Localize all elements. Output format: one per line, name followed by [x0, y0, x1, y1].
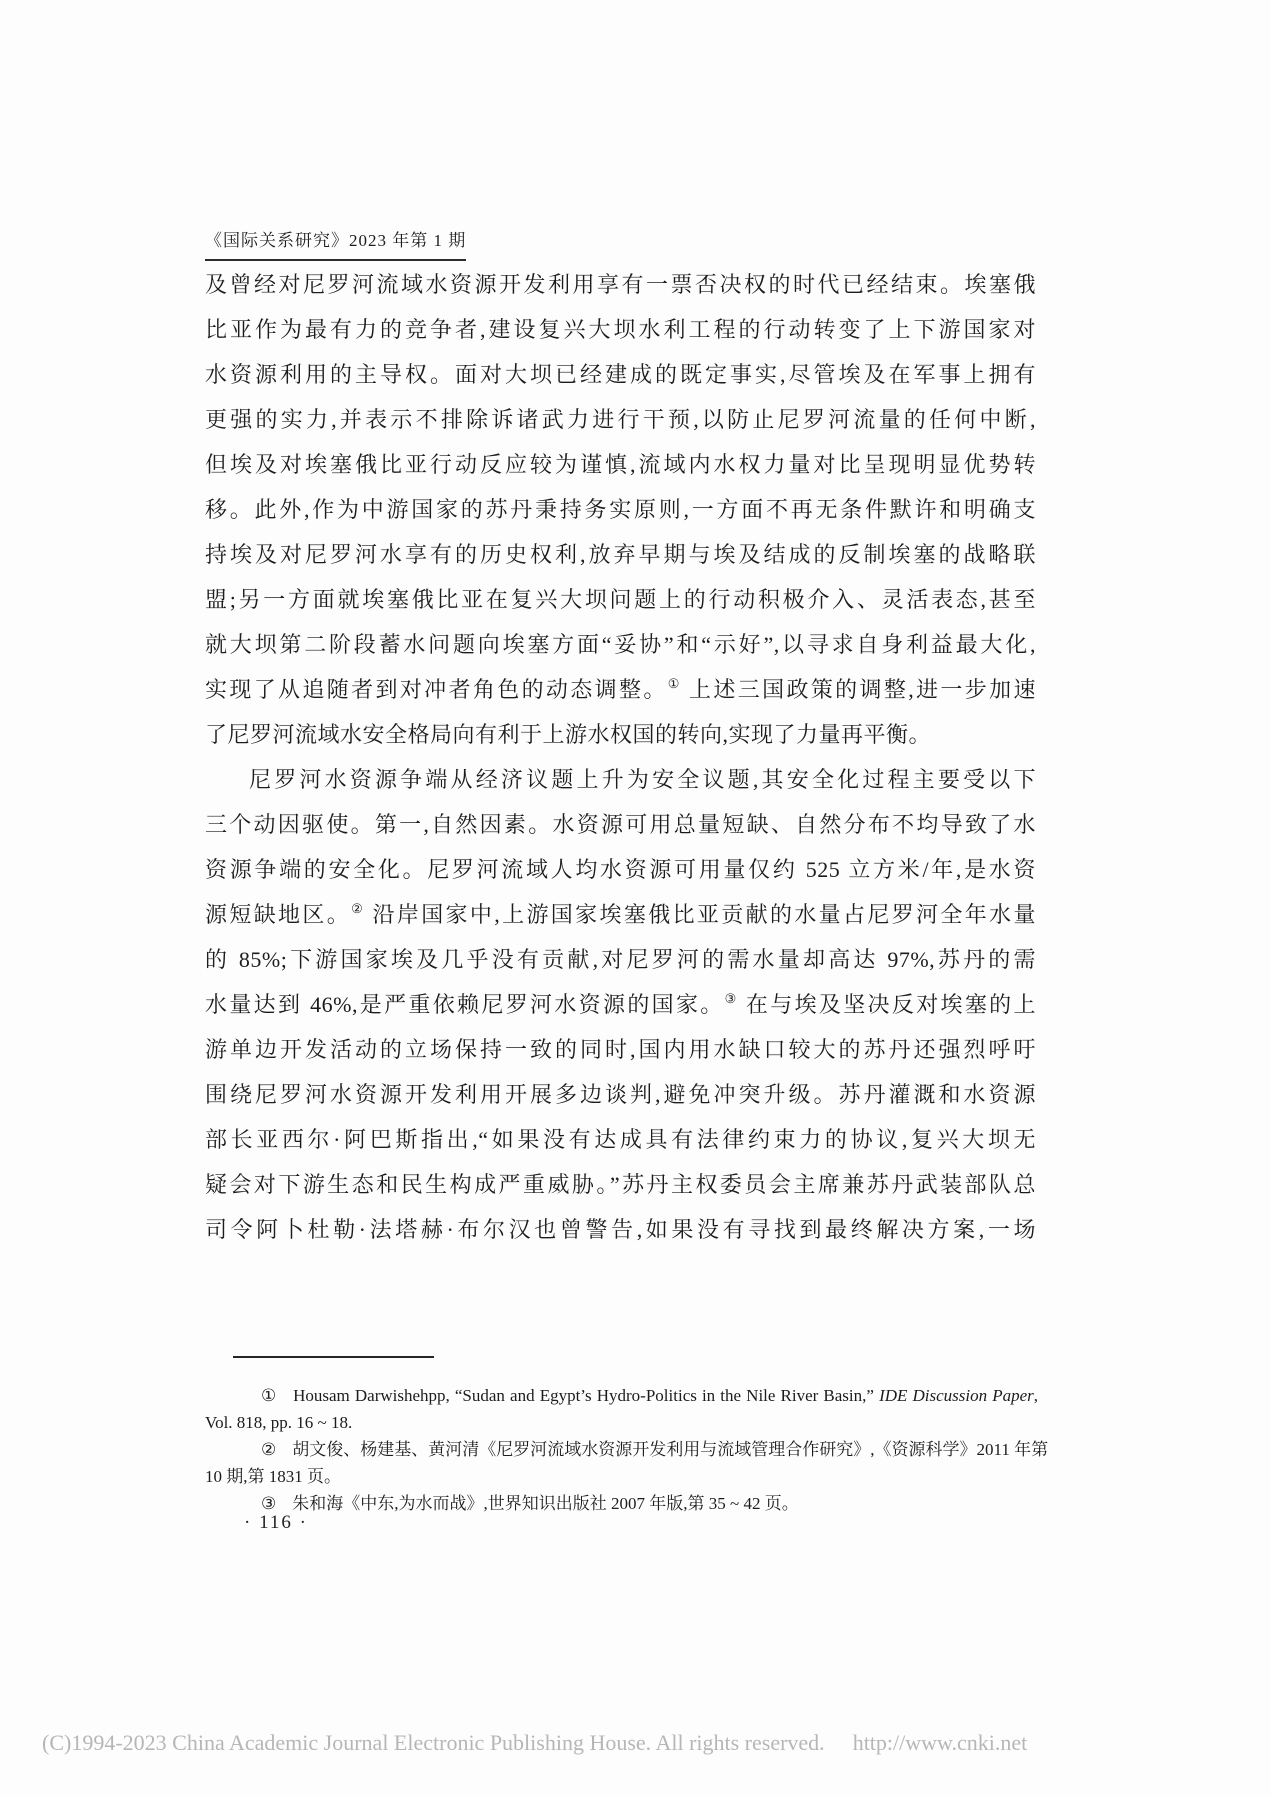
text-line: [205, 1117, 1036, 1162]
footnote-marker: ①: [261, 1386, 278, 1405]
paragraph-2: [205, 757, 1036, 1252]
text-segment: 上述三国政策的调整,进一步加速: [681, 677, 1036, 702]
text-segment: 更强的实力,并表示不排除诉诸武力进行干预,以防止尼罗河流量的任何中断,: [205, 407, 1036, 432]
footnote-ref-marker: ①: [667, 676, 682, 691]
text-line: [205, 532, 1036, 577]
text-line: [205, 487, 1036, 532]
text-line: [205, 1072, 1036, 1117]
text-segment: 疑会对下游生态和民生构成严重威胁。”苏丹主权委员会主席兼苏丹武装部队总: [205, 1172, 1036, 1197]
text-segment: 比亚作为最有力的竞争者,建设复兴大坝水利工程的行动转变了上下游国家对: [205, 317, 1036, 342]
text-segment: 10 期,第 1831 页。: [205, 1467, 341, 1486]
footnote-ref-marker: ②: [351, 901, 365, 916]
text-line: [205, 307, 1036, 352]
paragraph-1: [205, 262, 1036, 757]
text-segment: 了尼罗河流域水安全格局向有利于上游水权国的转向,实现了力量再平衡。: [205, 722, 932, 747]
footnote-ref-marker: ③: [724, 991, 739, 1006]
text-line: [205, 622, 1036, 667]
text-segment: 持埃及对尼罗河水享有的历史权利,放弃早期与埃及结成的反制埃塞的战略联: [205, 542, 1036, 567]
footnote-marker: ②: [261, 1440, 277, 1459]
copyright-text: (C)1994-2023 China Academic Journal Electronic Publishing House. All rights reserved.: [42, 1730, 825, 1755]
text-line: [205, 937, 1036, 982]
text-line: [205, 847, 1036, 892]
text-segment: 的 85%;下游国家埃及几乎没有贡献,对尼罗河的需水量却高达 97%,苏丹的需: [205, 947, 1036, 972]
text-segment: 尼罗河水资源争端从经济议题上升为安全议题,其安全化过程主要受以下: [249, 767, 1036, 792]
text-segment: 但埃及对埃塞俄比亚行动反应较为谨慎,流域内水权力量对比呈现明显优势转: [205, 452, 1036, 477]
text-line: [205, 262, 1036, 307]
text-line: [205, 397, 1036, 442]
text-line: [205, 667, 1036, 712]
text-segment: 游单边开发活动的立场保持一致的同时,国内用水缺口较大的苏丹还强烈呼吁: [205, 1037, 1036, 1062]
text-line: [205, 802, 1036, 847]
footnote-1: [205, 1382, 1038, 1436]
text-line: [205, 757, 1036, 802]
text-line: [205, 1382, 1038, 1409]
text-line: [205, 1490, 1038, 1517]
text-segment: Housam Darwishehpp, “Sudan and Egypt’s Hydro-Politics in the Nile River Basin,”: [293, 1386, 880, 1405]
text-segment: 司令阿卜杜勒·法塔赫·布尔汉也曾警告,如果没有寻找到最终解决方案,一场: [205, 1217, 1036, 1242]
page-number: · 116 ·: [244, 1512, 308, 1533]
text-line: [205, 1409, 1038, 1436]
text-line: [205, 1162, 1036, 1207]
text-segment: 沿岸国家中,上游国家埃塞俄比亚贡献的水量占尼罗河全年水量: [364, 902, 1036, 927]
text-line: [205, 1207, 1036, 1252]
text-segment: 资源争端的安全化。尼罗河流域人均水资源可用量仅约 525 立方米/年,是水资: [205, 857, 1036, 882]
text-segment: 移。此外,作为中游国家的苏丹秉持务实原则,一方面不再无条件默许和明确支: [205, 497, 1036, 522]
text-line: [205, 1027, 1036, 1072]
text-segment: 水量达到 46%,是严重依赖尼罗河水资源的国家。: [205, 992, 725, 1017]
text-line: [205, 892, 1036, 937]
text-segment: 就大坝第二阶段蓄水问题向埃塞方面“妥协”和“示好”,以寻求自身利益最大化,: [205, 632, 1036, 657]
text-segment: Vol. 818, pp. 16 ~ 18.: [205, 1413, 353, 1432]
text-segment: 胡文俊、杨建基、黄河清《尼罗河流域水资源开发利用与流域管理合作研究》,《资源科学》2011 年第: [292, 1440, 1049, 1459]
text-line: [205, 1463, 1038, 1490]
watermark-url: http://www.cnki.net: [852, 1730, 1028, 1755]
footnote-separator: [233, 1356, 434, 1358]
text-segment: 盟;另一方面就埃塞俄比亚在复兴大坝问题上的行动积极介入、灵活表态,甚至: [205, 587, 1036, 612]
footnote-marker: ③: [261, 1494, 277, 1513]
text-line: [205, 712, 1036, 757]
text-segment: 实现了从追随者到对冲者角色的动态调整。: [205, 677, 668, 702]
text-segment: 围绕尼罗河水资源开发利用开展多边谈判,避免冲突升级。苏丹灌溉和水资源: [205, 1082, 1036, 1107]
text-segment: 及曾经对尼罗河流域水资源开发利用享有一票否决权的时代已经结束。埃塞俄: [205, 272, 1036, 297]
footnote-3: [205, 1490, 1038, 1517]
text-line: [205, 982, 1036, 1027]
text-segment: IDE Discussion Paper: [879, 1386, 1034, 1405]
text-segment: ,: [1033, 1386, 1039, 1405]
text-segment: 朱和海《中东,为水而战》,世界知识出版社 2007 年版,第 35 ~ 42 页。: [292, 1494, 799, 1513]
copyright-watermark: [42, 1730, 1027, 1756]
text-segment: 部长亚西尔·阿巴斯指出,“如果没有达成具有法律约束力的协议,复兴大坝无: [205, 1127, 1036, 1152]
text-segment: 水资源利用的主导权。面对大坝已经建成的既定事实,尽管埃及在军事上拥有: [205, 362, 1036, 387]
text-line: [205, 442, 1036, 487]
text-line: [205, 352, 1036, 397]
footnote-2: [205, 1436, 1049, 1490]
body-text: [205, 262, 1036, 1252]
footnotes: [205, 1382, 1049, 1517]
text-line: [205, 1436, 1049, 1463]
text-segment: 三个动因驱使。第一,自然因素。水资源可用总量短缺、自然分布不均导致了水: [205, 812, 1036, 837]
text-segment: 源短缺地区。: [205, 902, 352, 927]
text-segment: 在与埃及坚决反对埃塞的上: [738, 992, 1036, 1017]
journal-issue-header: 《国际关系研究》2023 年第 1 期: [205, 226, 466, 261]
text-line: [205, 577, 1036, 622]
